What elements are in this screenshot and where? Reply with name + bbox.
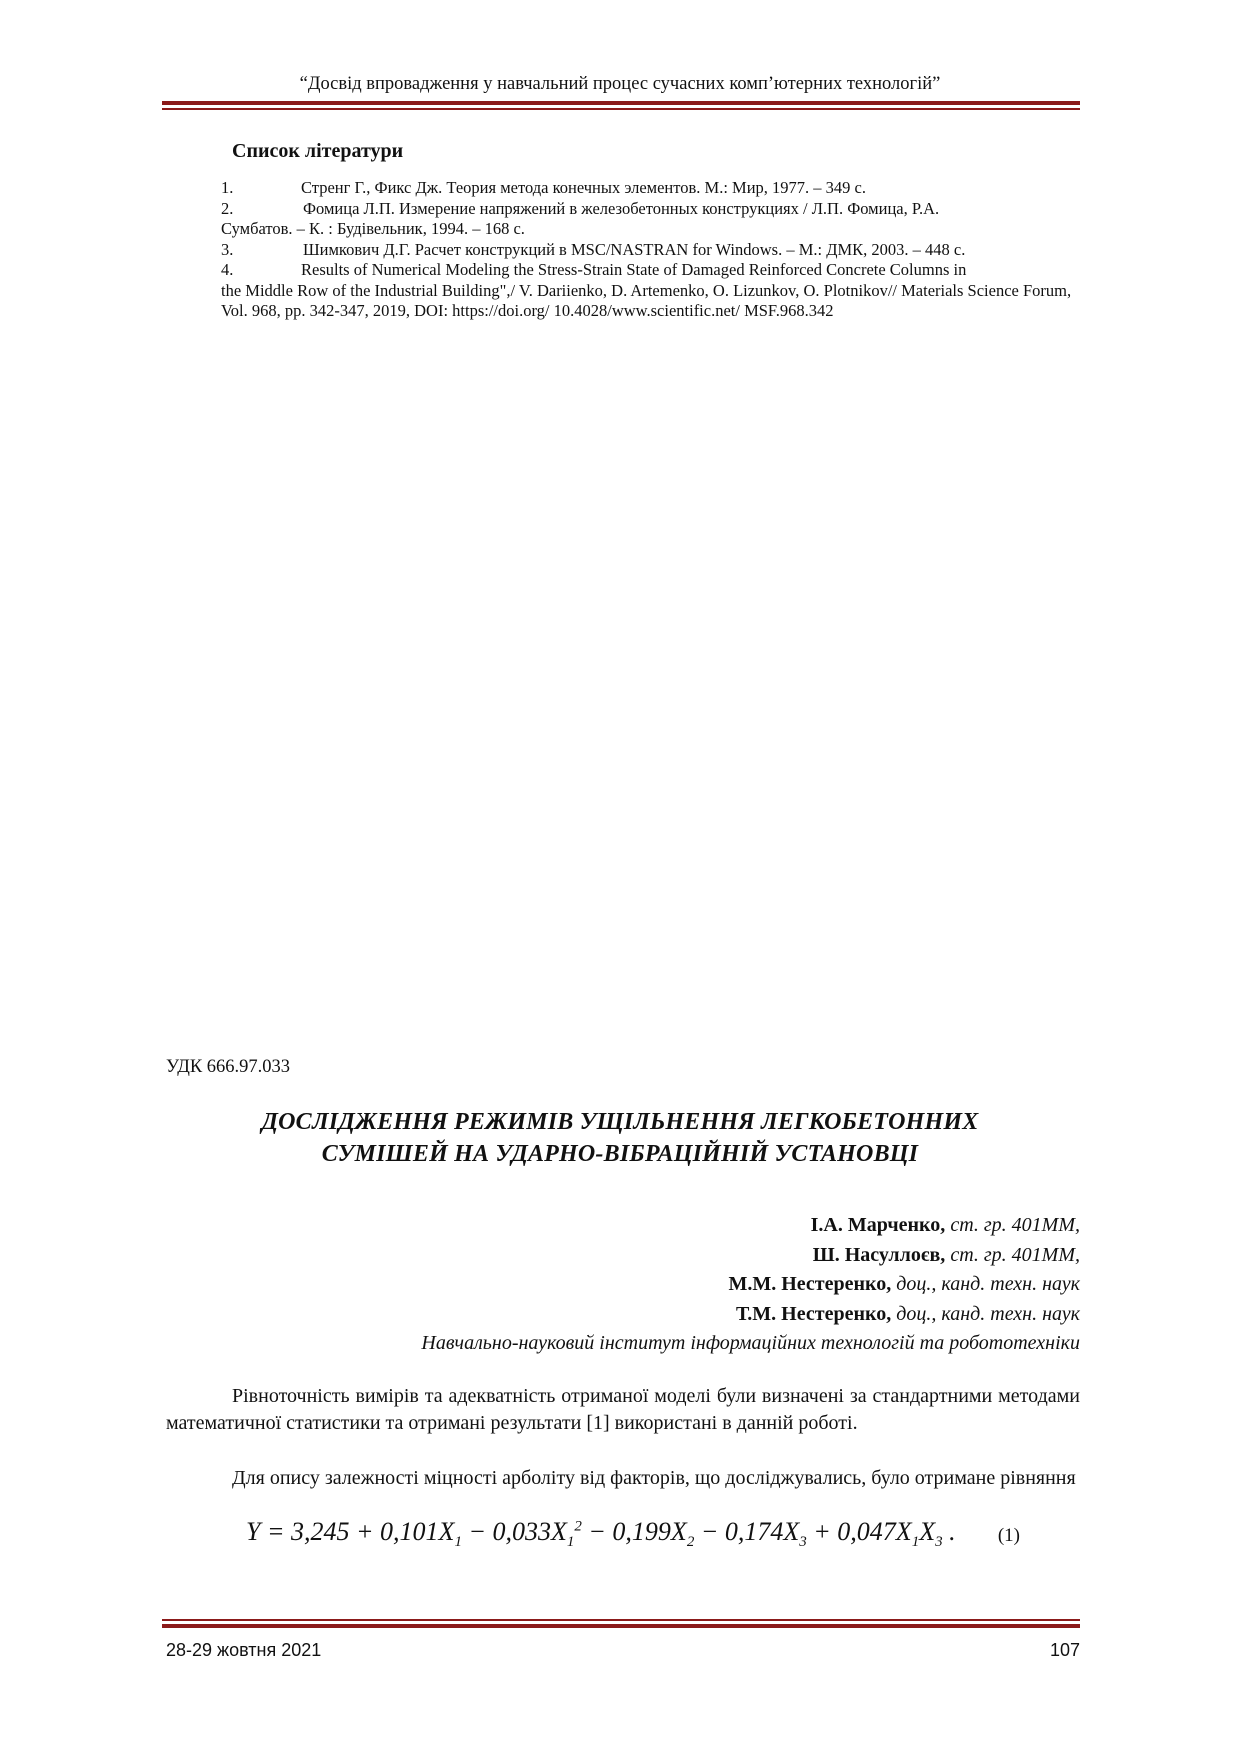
author-position: доц., канд. техн. наук [896, 1273, 1080, 1295]
footer-rule-thick [162, 1624, 1080, 1628]
author-line [300, 1241, 1080, 1271]
bibliography-number: 4. [221, 260, 234, 279]
author-position: ст. гр. 401ММ, [950, 1214, 1080, 1236]
institute-name: Навчально-науковий інститут інформаційних технологій та робототехніки [421, 1332, 1080, 1354]
bibliography-item [221, 199, 1077, 240]
bibliography-text: Фомица Л.П. Измерение напряжений в железобетонных конструкциях / Л.П. Фомица, Р.А. [303, 198, 940, 218]
bibliography-item [221, 240, 1077, 261]
udk-code: УДК 666.97.033 [166, 1057, 291, 1077]
article-title-line-1: ДОСЛІДЖЕННЯ РЕЖИМІВ УЩІЛЬНЕННЯ ЛЕГКОБЕТОННИХ [261, 1109, 979, 1135]
page-number: 107 [1049, 1640, 1080, 1660]
bibliography-item [221, 178, 1077, 199]
body-paragraph-1: Рівноточність вимірів та адекватність отриманої моделі були визначені за стандартними методами математичної статистики та отримані результати [1] використані в данній роботі. [166, 1385, 1080, 1434]
author-line [300, 1270, 1080, 1300]
bibliography-text: Results of Numerical Modeling the Stress-Strain State of Damaged Reinforced Concrete Columns in [301, 260, 967, 279]
body-paragraph-2: Для опису залежності міцності арболіту від факторів, що досліджувались, було отримане рівняння [232, 1467, 1076, 1489]
footer-date: 28-29 жовтня 2021 [166, 1640, 322, 1660]
article-title-line-2: СУМІШЕЙ НА УДАРНО-ВІБРАЦІЙНІЙ УСТАНОВЦІ [321, 1141, 919, 1167]
author-line [300, 1300, 1080, 1330]
authors-block [300, 1211, 1080, 1359]
author-position: ст. гр. 401ММ, [950, 1243, 1080, 1266]
footer-rule-thin [162, 1619, 1080, 1621]
equation-1 [166, 1515, 1080, 1555]
bibliography-title: Список літератури [232, 140, 404, 162]
equation-formula: $Y = 3,245 + 0,101X_1 - 0,033X_1^2 - 0,199X_2 - 0,174X_3 + 0,047X_1X_3$ . [246, 1517, 956, 1551]
author-position: доц., канд. техн. наук [896, 1302, 1080, 1325]
equation-number: (1) [997, 1525, 1020, 1546]
header-rule-thick [162, 101, 1080, 105]
bibliography-number: 3. [221, 239, 234, 259]
author-name: Ш. Насуллоєв, [812, 1243, 946, 1266]
bibliography-list [221, 178, 1077, 322]
author-name: М.М. Нестеренко, [728, 1273, 892, 1295]
article-title [160, 1106, 1080, 1170]
bibliography-text: Стренг Г., Фикс Дж. Теория метода конечных элементов. М.: Мир, 1977. – 349 с. [301, 178, 867, 197]
equation-lhs: Y = 3,245 + 0,101X [246, 1517, 455, 1546]
bibliography-text-continued: Сумбатов. – К. : Будівельник, 1994. – 168 с. [221, 219, 525, 238]
bibliography-item [221, 260, 1077, 322]
author-name: І.А. Марченко, [810, 1214, 946, 1236]
author-name: Т.М. Нестеренко, [735, 1302, 892, 1325]
bibliography-number: 1. [221, 178, 234, 197]
bibliography-number: 2. [221, 198, 234, 218]
header-rule-thin [162, 108, 1080, 110]
bibliography-text-continued: the Middle Row of the Industrial Building",/ V. Dariienko, D. Artemenko, O. Lizunkov, O. Plotnikov// Materials Science Forum, Vol. 968, pp. 342-347, 2019, DOI: https://doi.org/ 10.4028/www.scientific.net/ MSF.968.342 [221, 280, 1072, 320]
running-header-title: “Досвід впровадження у навчальний процес сучасних комп’ютерних технологій” [299, 74, 941, 94]
author-line [300, 1211, 1080, 1241]
bibliography-text: Шимкович Д.Г. Расчет конструкций в MSC/NASTRAN for Windows. – М.: ДМК, 2003. – 448 с. [303, 239, 966, 259]
